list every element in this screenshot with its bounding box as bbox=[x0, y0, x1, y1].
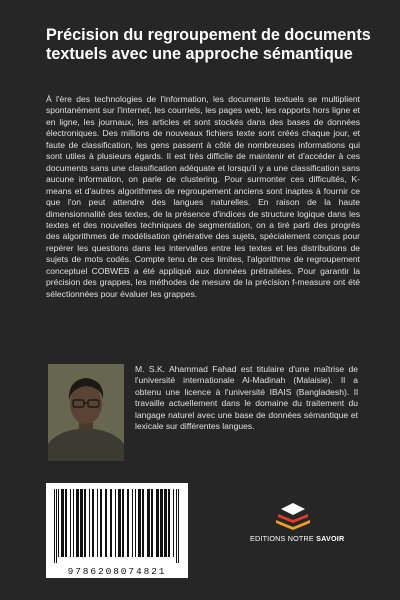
publisher-block bbox=[250, 500, 345, 543]
abstract-text: À l'ère des technologies de l'information, les documents textuels se multiplient spontanément sur l'internet, les courriels, les pages web, les rapports hors ligne et en ligne, les journaux, les articles et sont stockés dans des bases de données électroniques. Des millions de nouveaux fichiers texte sont créés chaque jour, et faute de classification, les gens passent à côté de nombreuses informations qui sont utiles à plusieurs égards. Il est très difficile de maintenir et d'accéder à ces documents sans une classification adéquate et lorsqu'il y a une classification sans aucune information, on parle de clustering. Pour surmonter ces difficultés, K-means et d'autres algorithmes de regroupement anciens sont inaptes à fournir ce que l'on peut attendre des langues naturelles. En raison de la haute dimensionnalité des textes, de la présence d'indices de structure logique dans les textes et des nouvelles techniques de segmentation, on a tiré parti des progrès des algorithmes de modélisation générative des sujets, spécialement conçus pour repérer les questions dans les intervalles entre les textes et les distributions de sujets de mots codés. Compte tenu de ces limites, l'algorithme de regroupement conceptuel COBWEB a été appliqué aux données prétraitées. Pour garantir la précision des grappes, les méthodes de mesure de la précision f-measure ont été sélectionnées pour évaluer les grappes. bbox=[46, 94, 360, 299]
author-photo bbox=[48, 364, 124, 461]
isbn-number: 9786208074821 bbox=[67, 566, 167, 577]
publisher-logo-icon bbox=[273, 500, 313, 530]
book-title: Précision du regroupement de documents textuels avec une approche sémantique bbox=[46, 26, 371, 63]
author-bio: M. S.K. Ahammad Fahad est titulaire d'une maîtrise de l'université internationale Al-Madinah (Malaisie). Il a obtenu une licence à l'université IBAIS (Bangladesh). Il travaille actuellement dans le domaine du traitement du langage naturel avec une base de données sémantique et lexicale sur différentes langues. bbox=[135, 364, 358, 432]
publisher-name: EDITIONS NOTRE SAVOIR bbox=[250, 534, 345, 543]
isbn-barcode bbox=[46, 483, 188, 578]
